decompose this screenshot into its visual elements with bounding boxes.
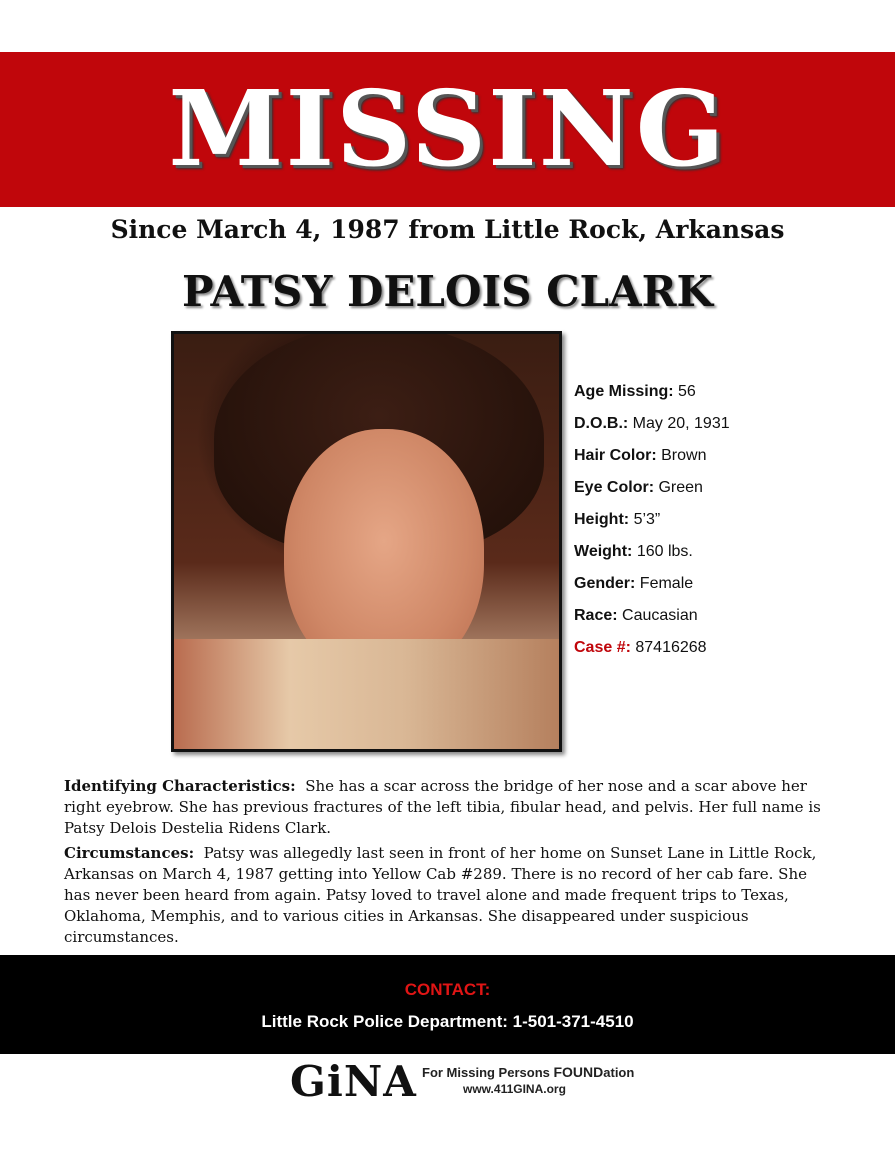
detail-value: 87416268 [635, 639, 707, 656]
detail-race [574, 600, 884, 632]
detail-hair-color [574, 440, 884, 472]
missing-title: MISSING [168, 67, 727, 190]
detail-label: Hair Color: [574, 447, 657, 464]
detail-age [574, 376, 884, 408]
gina-logo: GiNA [290, 1057, 417, 1106]
detail-dob [574, 408, 884, 440]
detail-eye-color [574, 472, 884, 504]
circumstances-label: Circumstances: [64, 844, 195, 862]
identifying-characteristics [64, 776, 834, 839]
missing-since-line: Since March 4, 1987 from Little Rock, Arkansas [110, 215, 785, 244]
circumstances [64, 843, 834, 948]
detail-weight [574, 536, 884, 568]
detail-label: Eye Color: [574, 479, 655, 496]
tagline-emphasis: FOUND [553, 1064, 604, 1080]
detail-value: May 20, 1931 [632, 415, 730, 432]
detail-label: Height: [574, 511, 630, 528]
person-photo [171, 331, 562, 752]
detail-case-number [574, 632, 884, 664]
contact-bar [0, 955, 895, 1054]
detail-value: Brown [661, 447, 707, 464]
detail-value: 56 [678, 383, 696, 400]
detail-value: 160 lbs. [636, 543, 693, 560]
detail-label: Race: [574, 607, 618, 624]
detail-gender [574, 568, 884, 600]
foundation-tagline [422, 1064, 672, 1081]
identifying-text: She has a scar across the bridge of her nose and a scar above her right eyebrow. She has previous fractures of the left tibia, fibular head, and pelvis. Her full name is Patsy Delois Destelia Ridens Clark. [64, 777, 821, 837]
details-list [574, 376, 884, 664]
detail-value: Female [639, 575, 694, 592]
detail-value: Green [658, 479, 703, 496]
person-name: PATSY DELOIS CLARK [181, 267, 714, 316]
identifying-label: Identifying Characteristics: [64, 777, 296, 795]
detail-value: 5’3” [633, 511, 661, 528]
detail-label: Gender: [574, 575, 636, 592]
contact-title: CONTACT: [404, 980, 491, 999]
detail-label: D.O.B.: [574, 415, 629, 432]
contact-phone-line: Little Rock Police Department: 1-501-371-4510 [261, 1012, 634, 1031]
circumstances-text: Patsy was allegedly last seen in front of her home on Sunset Lane in Little Rock, Arkansas on March 4, 1987 getting into Yellow Cab #289. There is no record of her cab fare. She has never been heard from again. Patsy loved to travel alone and made frequent trips to Texas, Oklahoma, Memphis, and to various cities in Arkansas. She disappeared under suspicious circumstances. [64, 844, 817, 946]
photo-collar-shape [174, 639, 559, 749]
tagline-prefix: For Missing Persons [422, 1065, 554, 1080]
detail-label: Age Missing: [574, 383, 674, 400]
website-link[interactable]: www.411GINA.org [463, 1082, 566, 1096]
detail-height [574, 504, 884, 536]
tagline-suffix: ation [603, 1065, 635, 1080]
detail-label: Weight: [574, 543, 633, 560]
detail-label: Case #: [574, 639, 631, 656]
detail-value: Caucasian [622, 607, 698, 624]
